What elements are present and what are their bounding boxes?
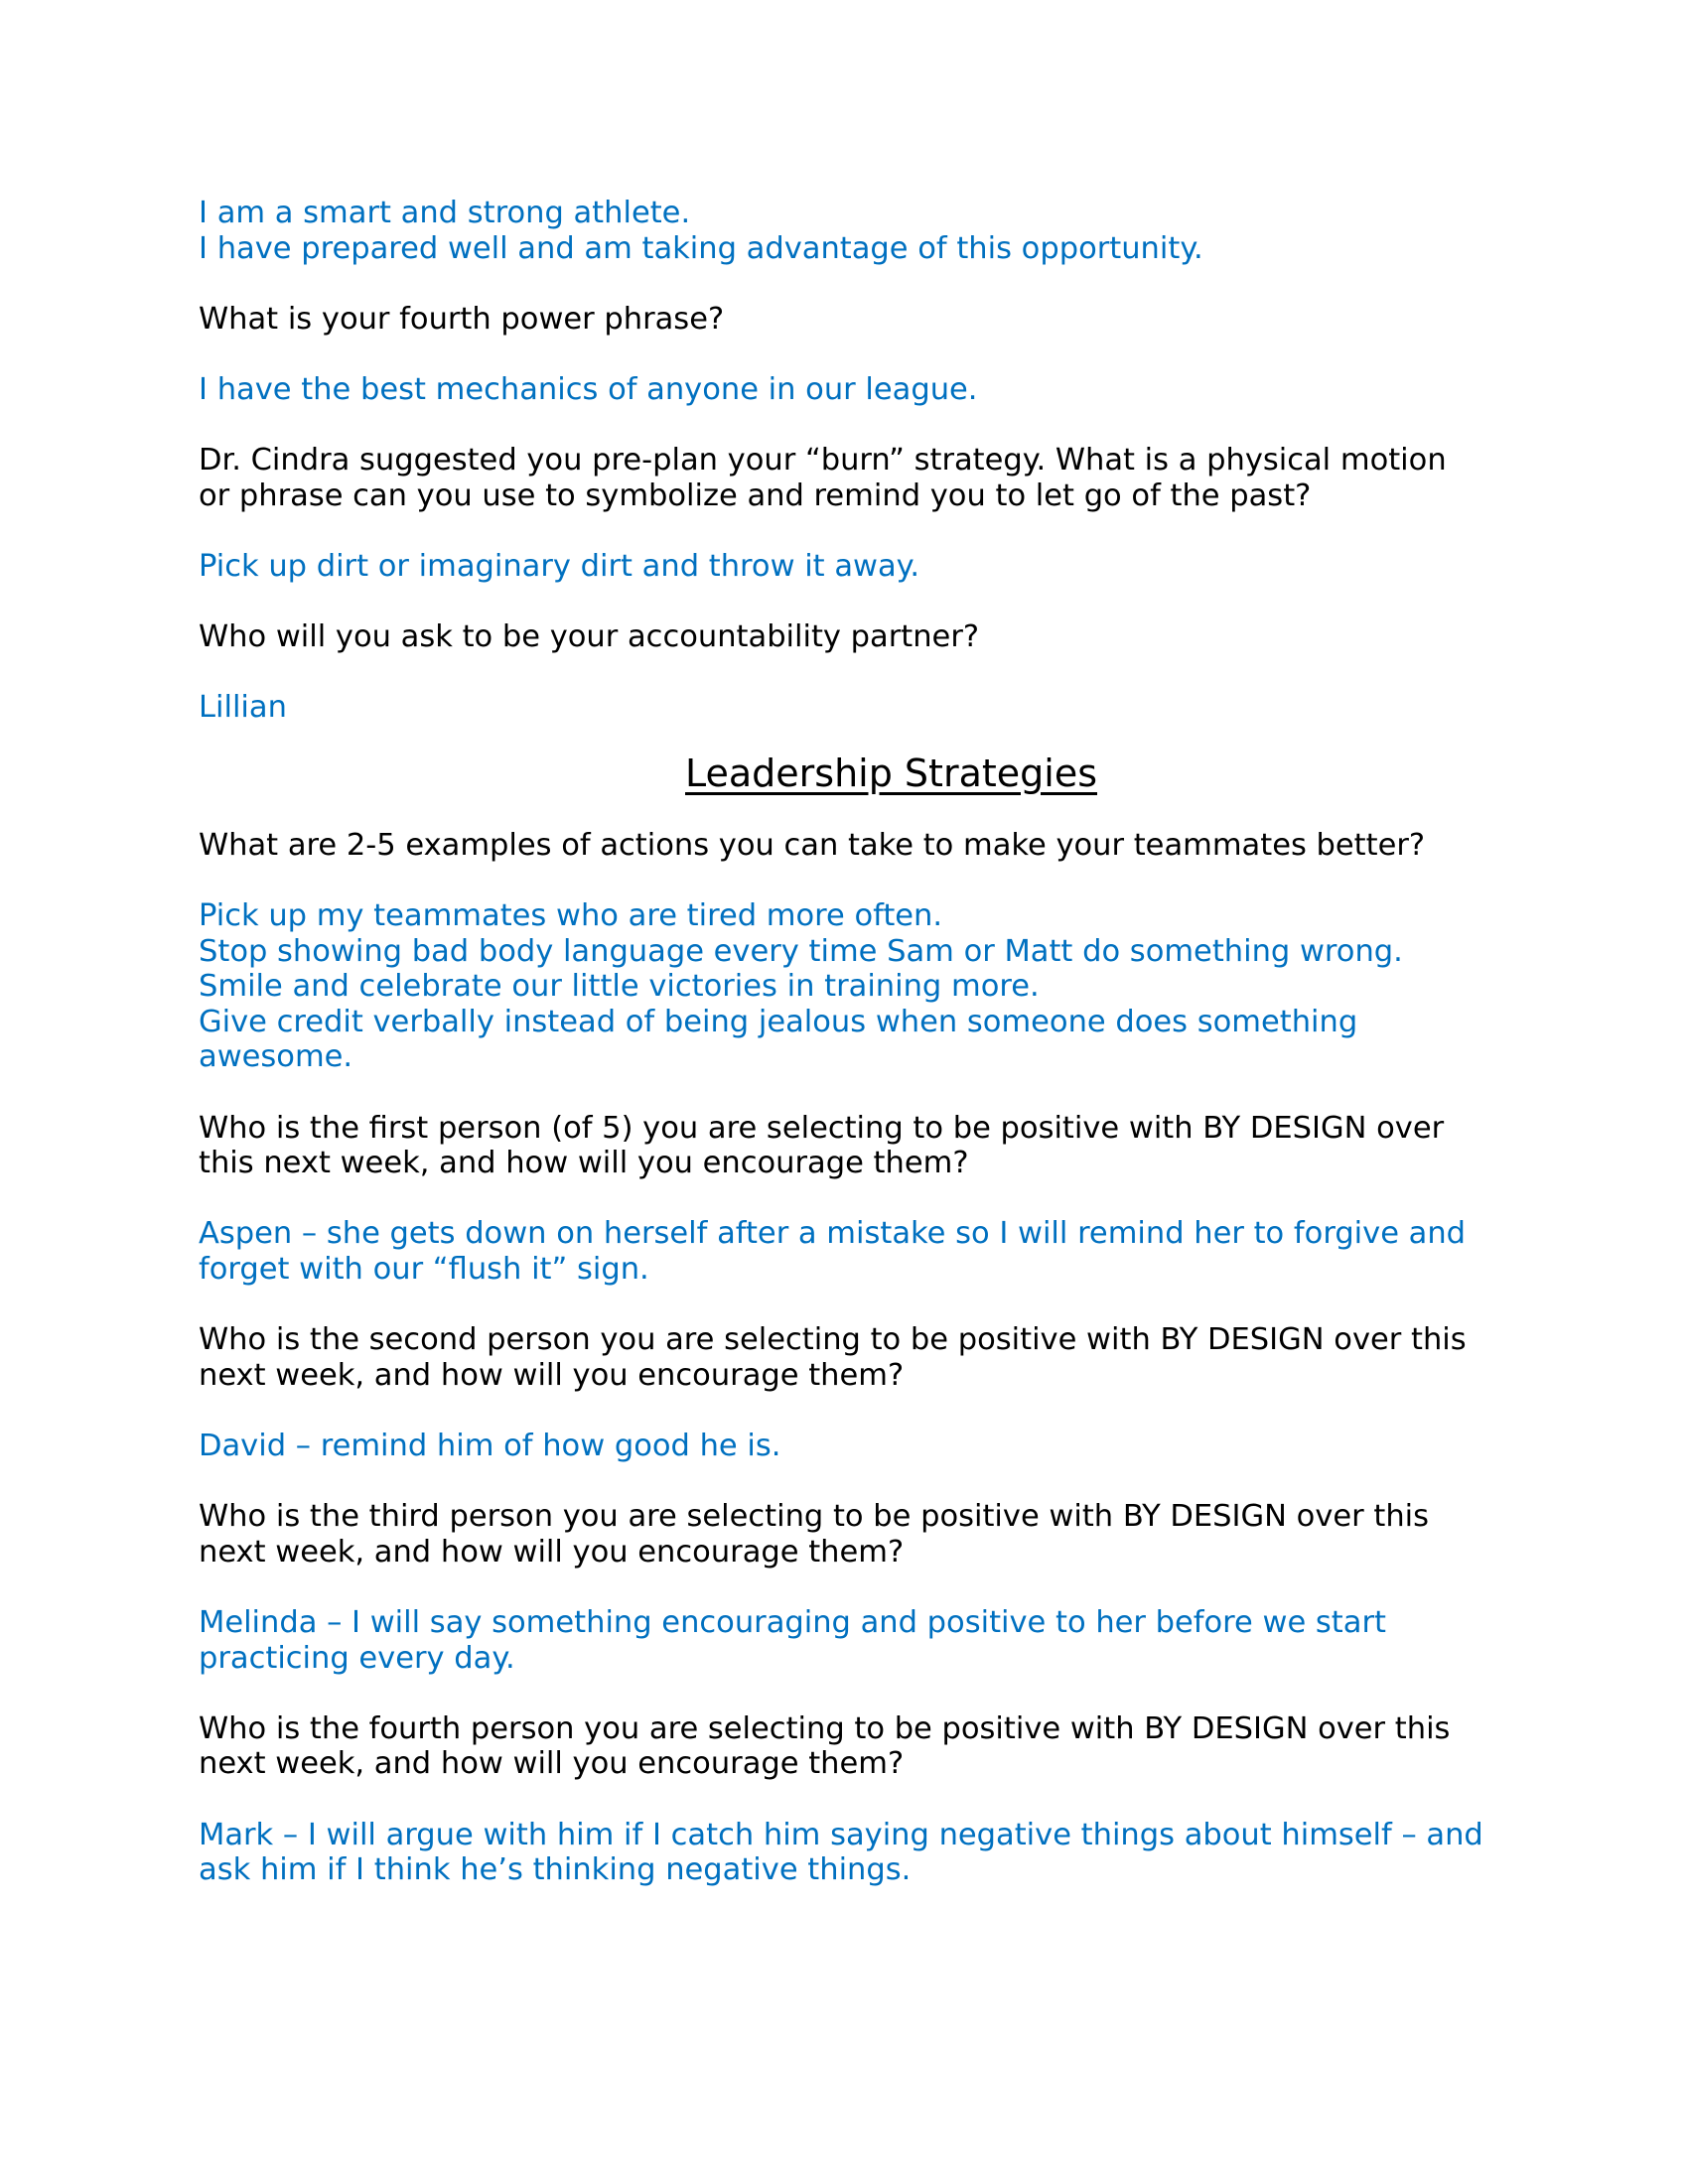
- answer-line: I have the best mechanics of anyone in our league.: [199, 371, 978, 407]
- question-line: or phrase can you use to symbolize and remind you to let go of the past?: [199, 478, 1312, 513]
- question-line: What are 2-5 examples of actions you can take to make your teammates better?: [199, 827, 1426, 863]
- question-line: next week, and how will you encourage them?: [199, 1534, 905, 1570]
- answer-line: practicing every day.: [199, 1640, 515, 1676]
- question-line: Who is the third person you are selecting to be positive with BY DESIGN over this: [199, 1499, 1430, 1535]
- answer-line: Stop showing bad body language every time Sam or Matt do something wrong.: [199, 933, 1403, 969]
- answer-line: I am a smart and strong athlete.: [199, 196, 691, 230]
- question-accountability-partner: [199, 619, 1489, 655]
- answer-line: David – remind him of how good he is.: [199, 1429, 781, 1463]
- question-first-person: [199, 1111, 1489, 1181]
- question-line: next week, and how will you encourage them?: [199, 1746, 905, 1782]
- answer-line: Pick up my teammates who are tired more often.: [199, 898, 943, 934]
- question-line: Who is the second person you are selecting to be positive with BY DESIGN over this: [199, 1322, 1467, 1358]
- question-fourth-power-phrase: [199, 302, 1489, 338]
- answer-burn-strategy: [199, 549, 1489, 585]
- answer-line: Lillian: [199, 690, 287, 726]
- answer-line: Give credit verbally instead of being jealous when someone does something: [199, 1004, 1358, 1039]
- document-page: [199, 196, 1489, 1923]
- section-heading: Leadership Strategies: [685, 751, 1097, 795]
- answer-fourth-person: [199, 1818, 1489, 1888]
- answer-line: forget with our “flush it” sign.: [199, 1252, 649, 1288]
- affirmation-answers: [199, 196, 1489, 266]
- question-third-person: [199, 1499, 1489, 1570]
- answer-line: Pick up dirt or imaginary dirt and throw it away.: [199, 548, 920, 584]
- question-line: Dr. Cindra suggested you pre-plan your “burn” strategy. What is a physical motion: [199, 443, 1447, 478]
- question-line: Who is the fourth person you are selecting to be positive with BY DESIGN over this: [199, 1710, 1451, 1746]
- question-line: Who is the first person (of 5) you are selecting to be positive with BY DESIGN over: [199, 1110, 1445, 1146]
- answer-line: I have prepared well and am taking advantage of this opportunity.: [199, 230, 1203, 266]
- answer-line: ask him if I think he’s thinking negative things.: [199, 1852, 912, 1888]
- answer-line: awesome.: [199, 1039, 353, 1075]
- answer-first-person: [199, 1216, 1489, 1287]
- question-second-person: [199, 1322, 1489, 1393]
- answer-second-person: [199, 1429, 1489, 1464]
- question-line: next week, and how will you encourage them?: [199, 1357, 905, 1393]
- question-burn-strategy: [199, 443, 1489, 513]
- answer-accountability-partner: [199, 690, 1489, 726]
- answer-team-actions: [199, 898, 1489, 1075]
- answer-line: Melinda – I will say something encouraging and positive to her before we start: [199, 1604, 1386, 1640]
- answer-line: Aspen – she gets down on herself after a mistake so I will remind her to forgive and: [199, 1216, 1467, 1252]
- question-team-actions: [199, 828, 1489, 864]
- question-fourth-person: [199, 1711, 1489, 1782]
- question-line: Who will you ask to be your accountability partner?: [199, 619, 980, 655]
- answer-line: Mark – I will argue with him if I catch him saying negative things about himself – and: [199, 1817, 1483, 1852]
- answer-line: Smile and celebrate our little victories in training more.: [199, 969, 1040, 1005]
- answer-third-person: [199, 1605, 1489, 1676]
- answer-fourth-power-phrase: [199, 372, 1489, 408]
- question-line: this next week, and how will you encourage them?: [199, 1146, 969, 1181]
- question-line: What is your fourth power phrase?: [199, 301, 725, 337]
